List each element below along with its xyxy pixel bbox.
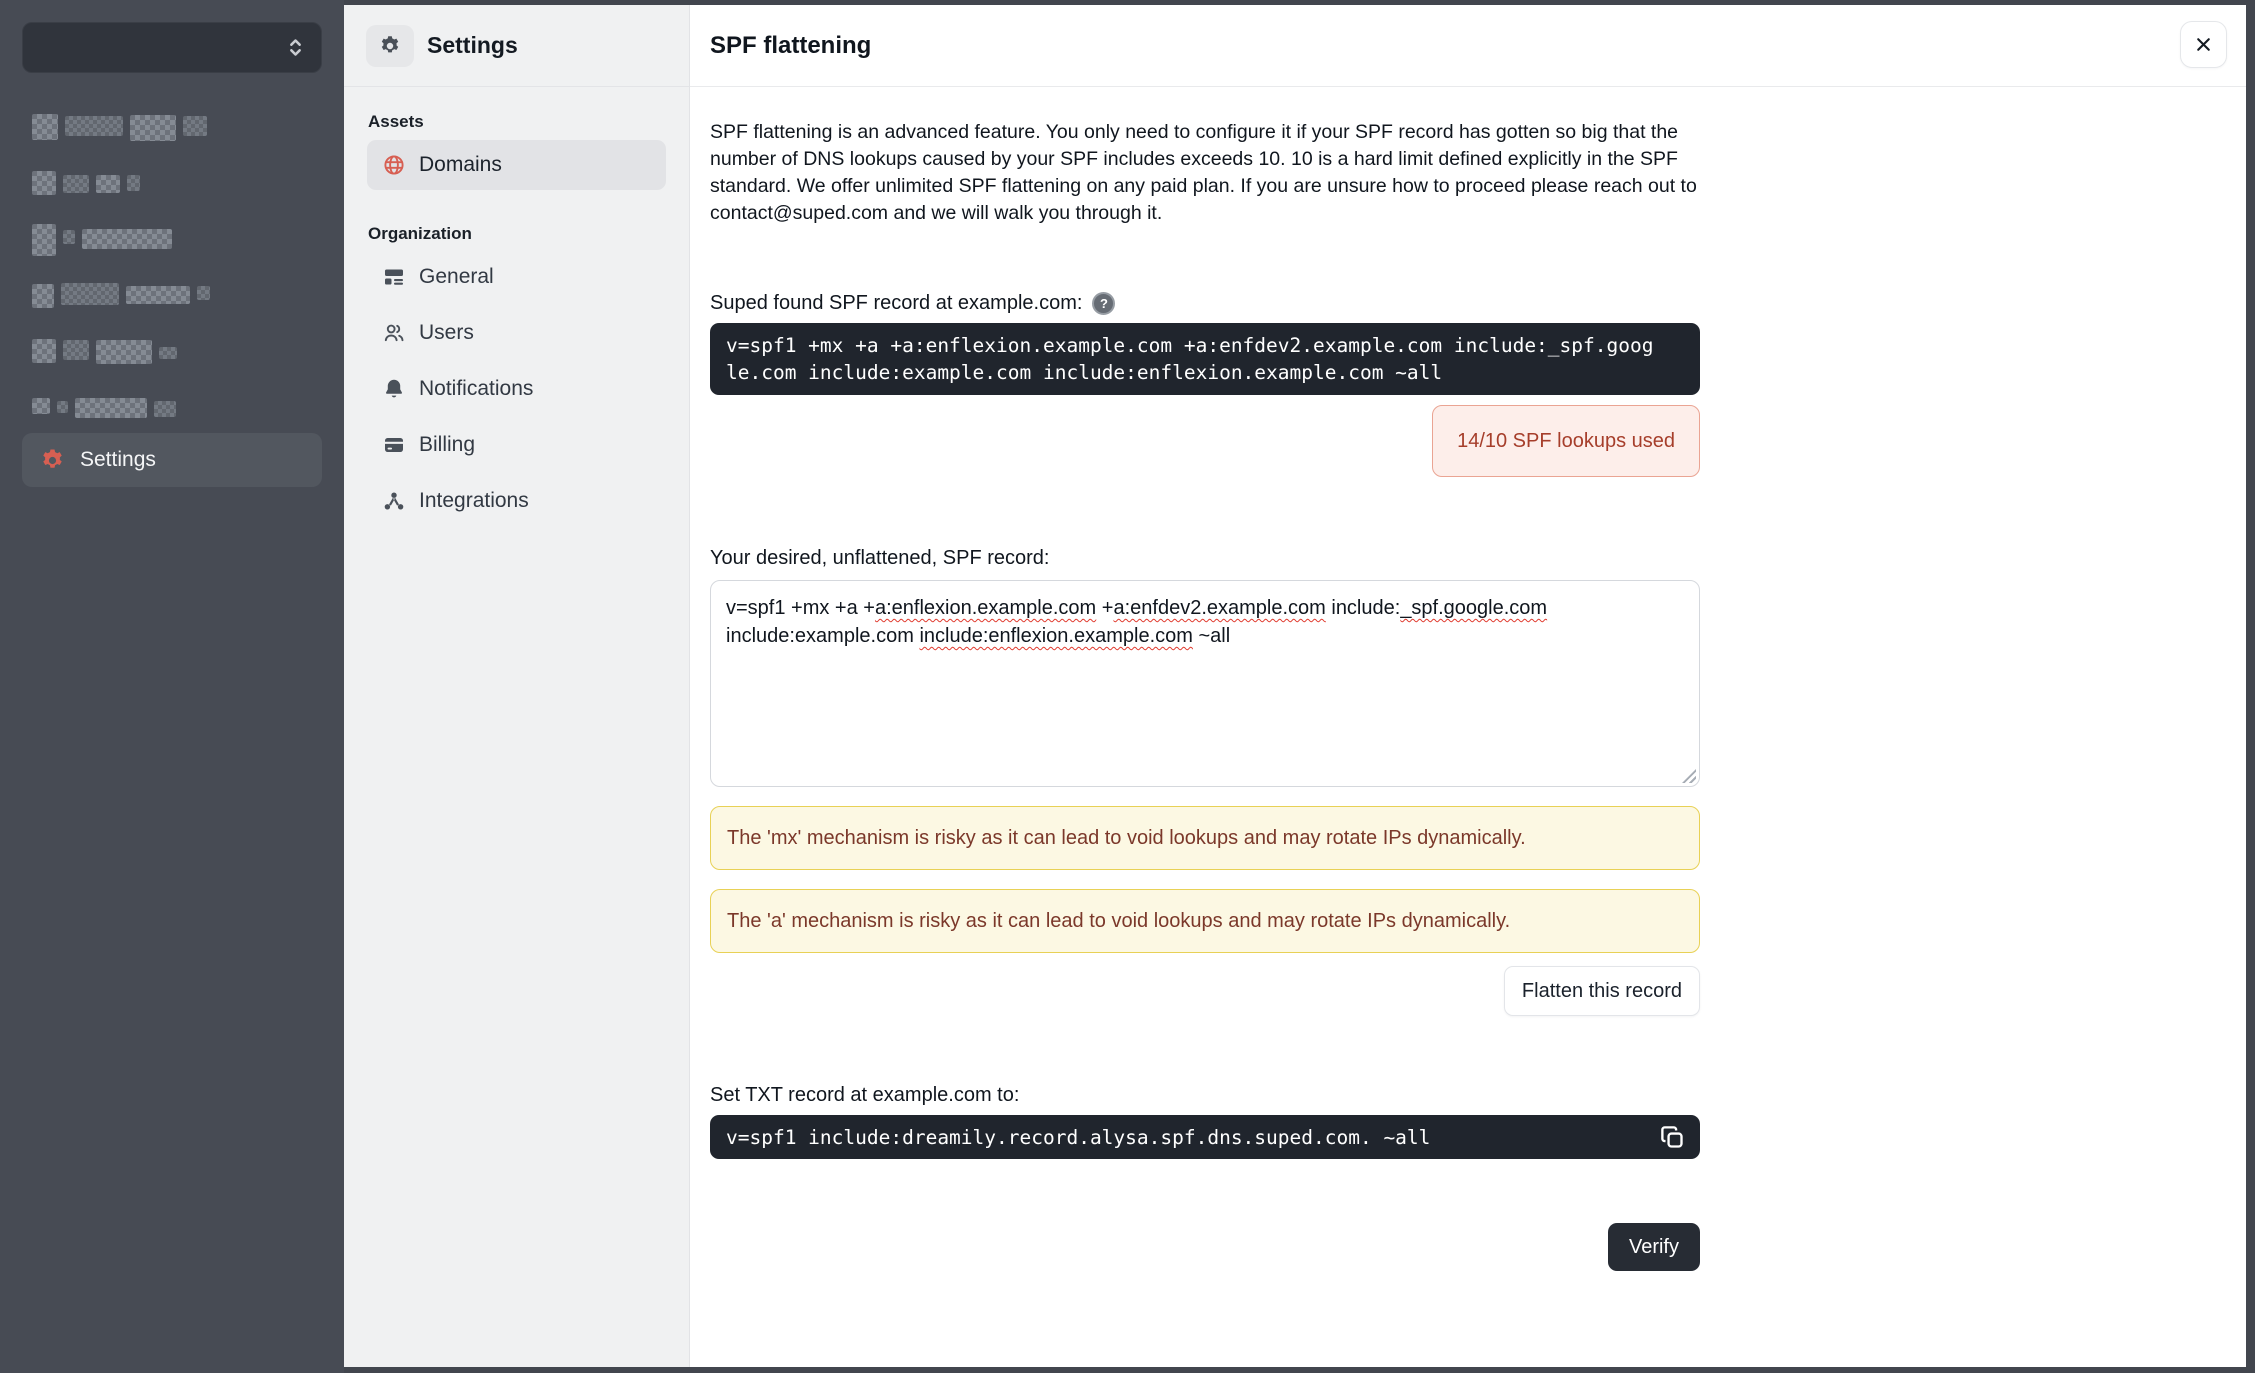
gear-icon [366, 25, 414, 67]
mechanism-warning: The 'mx' mechanism is risky as it can lead to void lookups and may rotate IPs dynamically. [710, 806, 1700, 870]
integrations-icon [382, 489, 406, 513]
redacted-block [127, 175, 140, 191]
redacted-block [63, 340, 89, 360]
close-button[interactable] [2180, 21, 2227, 68]
copy-icon[interactable] [1659, 1124, 1686, 1151]
sidebar-item-users[interactable] [367, 308, 666, 358]
settings-nav-sections [344, 87, 689, 526]
found-spf-record-code [710, 323, 1700, 395]
redacted-nav-item[interactable] [32, 113, 322, 141]
nav-section-organization [367, 224, 666, 526]
textarea-line [726, 622, 1684, 650]
redacted-nav-item[interactable] [32, 393, 322, 421]
close-icon [2192, 33, 2215, 56]
redacted-block [63, 175, 89, 193]
page-title: SPF flattening [710, 31, 872, 59]
spf-flattening-panel [690, 5, 2246, 1367]
spf-record-textarea[interactable] [710, 580, 1700, 787]
help-icon[interactable]: ? [1092, 292, 1115, 315]
code-line: le.com include:example.com include:enflexion.example.com ~all [726, 361, 1443, 384]
nav-section-label: Organization [368, 224, 472, 243]
misspelled-segment: a:enfdev2.example.com [1113, 597, 1326, 619]
users-icon [382, 321, 406, 345]
misspelled-segment: _spf.google.com [1400, 597, 1548, 619]
settings-nav-header [344, 5, 689, 87]
sidebar-item-label: General [419, 265, 494, 288]
workspace-selector[interactable] [22, 22, 322, 73]
description-line: SPF flattening is an advanced feature. You only need to configure it if your SPF record has gotten so big that the [710, 121, 1679, 143]
globe-icon [382, 153, 406, 177]
text-segment: + [1096, 597, 1114, 619]
text-segment: include: [1325, 597, 1401, 619]
settings-nav-title: Settings [427, 32, 518, 58]
txt-record-label: Set TXT record at example.com to: [710, 1084, 1020, 1106]
redacted-block [32, 284, 54, 308]
sidebar-item-label: Billing [419, 433, 476, 456]
redacted-block [197, 286, 210, 300]
sidebar-item-billing[interactable] [367, 420, 666, 470]
sidebar-item-general[interactable] [367, 252, 666, 302]
mechanism-warning: The 'a' mechanism is risky as it can lead to void lookups and may rotate IPs dynamically. [710, 889, 1700, 953]
redacted-nav-item[interactable] [32, 225, 322, 253]
redacted-nav-item[interactable] [32, 281, 322, 309]
textarea-line [726, 594, 1684, 622]
description [710, 119, 1700, 227]
redacted-nav-item[interactable] [32, 337, 322, 365]
misspelled-segment: a:enflexion.example.com [874, 597, 1097, 619]
txt-record-code [710, 1115, 1700, 1159]
redacted-block [32, 114, 58, 140]
redacted-block [126, 286, 190, 304]
bell-icon [382, 377, 406, 401]
verify-button-row [710, 1223, 1700, 1271]
redacted-nav-items [32, 113, 322, 449]
misspelled-segment: include:enflexion.example.com [919, 625, 1193, 647]
redacted-block [32, 224, 56, 256]
redacted-block [57, 401, 68, 413]
sidebar-settings-label: Settings [80, 448, 156, 471]
warnings [710, 806, 1700, 953]
redacted-block [96, 340, 152, 364]
redacted-nav-item[interactable] [32, 169, 322, 197]
found-record-label: Suped found SPF record at example.com: [710, 292, 1083, 314]
primary-sidebar [0, 0, 344, 1373]
text-segment: include:example.com [726, 625, 920, 647]
redacted-block [32, 171, 56, 195]
redacted-block [32, 398, 50, 414]
spf-lookups-badge: 14/10 SPF lookups used [1432, 405, 1700, 477]
flatten-button-row [710, 966, 1700, 1016]
general-icon [382, 265, 406, 289]
lookups-badge-row [710, 405, 1700, 477]
redacted-block [65, 116, 123, 136]
panel-body [690, 87, 1700, 1271]
redacted-block [75, 398, 147, 418]
redacted-block [82, 229, 172, 249]
text-segment: v=spf1 +mx +a + [726, 597, 875, 619]
sidebar-item-label: Domains [419, 153, 502, 176]
redacted-block [32, 339, 56, 363]
sidebar-item-label: Notifications [419, 377, 534, 400]
sidebar-item-settings[interactable] [22, 433, 322, 487]
redacted-block [154, 401, 176, 417]
txt-record-value: v=spf1 include:dreamily.record.alysa.spf.dns.suped.com. ~all [726, 1125, 1431, 1149]
sidebar-item-integrations[interactable] [367, 476, 666, 526]
sidebar-item-notifications[interactable] [367, 364, 666, 414]
desired-record-label: Your desired, unflattened, SPF record: [710, 547, 1050, 569]
code-line: v=spf1 +mx +a +a:enflexion.example.com +a:enfdev2.example.com include:_spf.goog [726, 334, 1654, 357]
description-line: contact@suped.com and we will walk you through it. [710, 202, 1163, 224]
description-line: number of DNS lookups caused by your SPF includes exceeds 10. 10 is a hard limit defined explicitly in the SPF [710, 148, 1678, 170]
redacted-block [63, 230, 75, 244]
redacted-block [159, 347, 177, 359]
redacted-block [96, 175, 120, 193]
credit-card-icon [382, 433, 406, 457]
redacted-block [61, 283, 119, 305]
flatten-record-button[interactable]: Flatten this record [1504, 966, 1700, 1016]
redacted-block [183, 116, 207, 136]
chevron-up-down-icon [283, 35, 308, 60]
settings-nav [344, 5, 690, 1367]
sidebar-item-domains[interactable] [367, 140, 666, 190]
nav-section-label: Assets [368, 112, 424, 131]
panel-header [690, 5, 2246, 87]
sidebar-item-label: Integrations [419, 489, 529, 512]
nav-section-assets [367, 112, 666, 190]
found-record-label-row [710, 292, 1700, 315]
verify-button[interactable]: Verify [1608, 1223, 1700, 1271]
resize-handle-icon[interactable] [1682, 769, 1696, 783]
sidebar-item-label: Users [419, 321, 474, 344]
text-segment: ~all [1192, 625, 1231, 647]
redacted-block [130, 115, 176, 141]
description-line: standard. We offer unlimited SPF flattening on any paid plan. If you are unsure how to proceed please reach out to [710, 175, 1697, 197]
gear-icon [39, 447, 66, 474]
